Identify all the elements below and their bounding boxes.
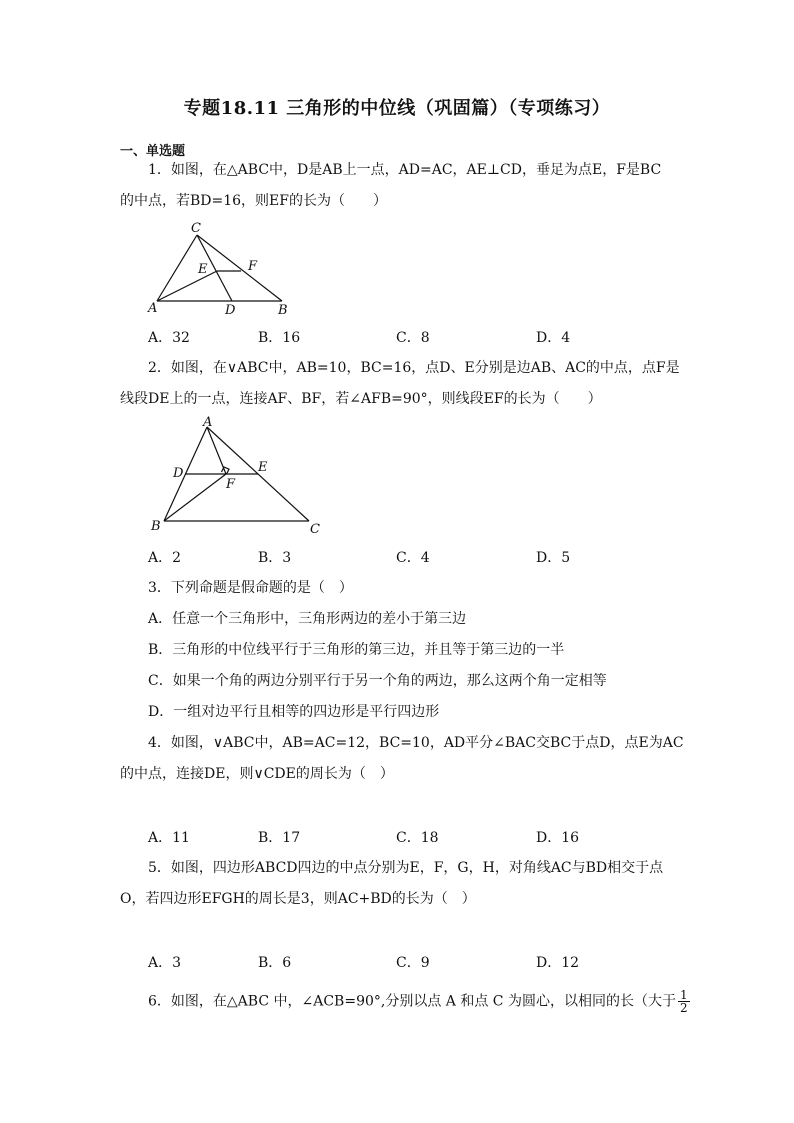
- question-6-text: 6．如图，在△ABC 中，∠ACB=90°,分别以点 A 和点 C 为圆心，以相同的长（大于: [148, 993, 676, 1010]
- question-3-option-a: A．任意一个三角形中，三角形两边的差小于第三边: [148, 611, 467, 627]
- question-2-choice-a: A．2: [148, 550, 182, 566]
- question-2-text-line-1: 2．如图，在∨ABC中，AB=10，BC=16，点D、E分别是边AB、AC的中点，点F是: [148, 360, 680, 376]
- label-b: B: [151, 519, 161, 534]
- fraction-denominator: 2: [679, 1001, 688, 1015]
- question-1-choice-d: D．4: [536, 330, 571, 346]
- fraction-numerator: 1: [679, 988, 688, 1002]
- triangle-abc-midline-figure: [148, 416, 328, 536]
- question-1-choice-c: C．8: [396, 330, 430, 346]
- label-d: D: [173, 466, 184, 481]
- label-a: A: [148, 301, 158, 316]
- label-c: C: [191, 221, 201, 236]
- question-4-choice-d: D．16: [536, 830, 580, 846]
- label-c: C: [310, 522, 320, 537]
- segment-bf: [164, 474, 226, 521]
- question-1-figure: [145, 222, 305, 317]
- question-2-choice-c: C．4: [396, 550, 430, 566]
- question-2-figure: [148, 416, 328, 536]
- question-5-text-line-1: 5．如图，四边形ABCD四边的中点分别为E，F，G，H，对角线AC与BD相交于点: [148, 860, 664, 876]
- question-5-choice-a: A．3: [148, 955, 182, 971]
- question-4-choice-a: A．11: [148, 830, 190, 846]
- question-2-text-line-2: 线段DE上的一点，连接AF、BF，若∠AFB=90°，则线段EF的长为（ ）: [120, 391, 602, 407]
- label-d: D: [225, 303, 236, 318]
- question-4-text-line-2: 的中点，连接DE，则∨CDE的周长为（ ）: [120, 766, 394, 782]
- page-title: 专题18.11 三角形的中位线（巩固篇）（专项练习）: [183, 98, 611, 119]
- label-a: A: [203, 415, 213, 430]
- question-2-choice-b: B．3: [258, 550, 292, 566]
- segment-af: [207, 427, 226, 474]
- question-5-choice-b: B．6: [258, 955, 292, 971]
- question-5-choice-c: C．9: [396, 955, 430, 971]
- label-f: F: [226, 477, 236, 492]
- question-1-text-line-1: 1．如图，在△ABC中，D是AB上一点，AD=AC，AE⊥CD，垂足为点E，F是BC: [148, 162, 662, 178]
- question-4-choices: [148, 827, 668, 847]
- segment-cb: [197, 235, 282, 301]
- question-3-option-d: D．一组对边平行且相等的四边形是平行四边形: [148, 704, 440, 720]
- section-heading: 一、单选题: [120, 144, 186, 159]
- question-1-choice-a: A．32: [148, 330, 190, 346]
- question-4-choice-c: C．18: [396, 830, 439, 846]
- fraction-one-half: [678, 989, 690, 1014]
- question-2-choice-d: D．5: [536, 550, 571, 566]
- question-3-option-b: B．三角形的中位线平行于三角形的第三边，并且等于第三边的一半: [148, 642, 565, 658]
- question-4-text-line-1: 4．如图，∨ABC中，AB=AC=12，BC=10，AD平分∠BAC交BC于点D，点E为AC: [148, 735, 684, 751]
- question-3-text: 3．下列命题是假命题的是（ ）: [148, 580, 353, 596]
- label-e: E: [258, 460, 268, 475]
- question-5-text-line-2: O，若四边形EFGH的周长是3，则AC+BD的长为（ ）: [120, 891, 476, 907]
- question-2-choices: [148, 547, 668, 567]
- question-1-text-line-2: 的中点，若BD=16，则EF的长为（ ）: [120, 193, 387, 209]
- question-5-choices: [148, 952, 668, 972]
- question-1-choice-b: B．16: [258, 330, 301, 346]
- question-4-choice-b: B．17: [258, 830, 301, 846]
- label-e: E: [198, 262, 208, 277]
- question-6-text-line-1: [148, 989, 708, 1014]
- question-1-choices: [148, 327, 668, 347]
- question-3-option-c: C．如果一个角的两边分别平行于另一个角的两边，那么这两个角一定相等: [148, 673, 607, 689]
- label-f: F: [248, 259, 258, 274]
- triangle-abc-figure: [145, 222, 305, 317]
- question-5-choice-d: D．12: [536, 955, 580, 971]
- label-b: B: [278, 303, 288, 318]
